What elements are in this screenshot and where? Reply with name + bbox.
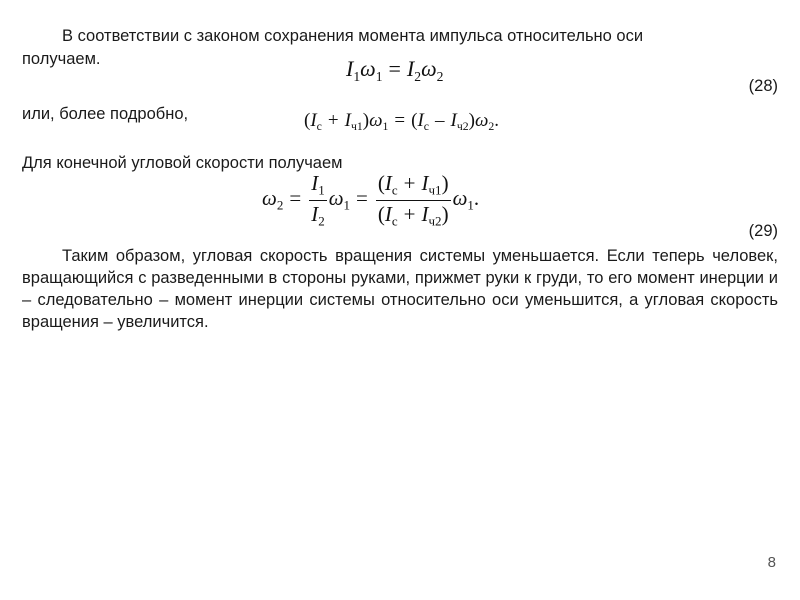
page-number: 8 [767,554,776,571]
equation-28-number: (28) [748,77,778,95]
paragraph-3: Для конечной угловой скорости получаем [22,154,343,172]
equation-29-number: (29) [748,222,778,240]
fraction-2: $\frac{(I_c + I_{ч1})}{(I_c + I_{ч2})}$ [377,171,449,229]
paragraph-1-line-2: получаем. [22,50,101,68]
paragraph-2: или, более подробно, [22,105,189,123]
fraction-1: $\frac{I_1}{I_2}$ [311,171,325,229]
equation-28: $I_1\omega_1 = I_2\omega_2$ [346,56,444,84]
equation-29: $\omega_2$ = $\frac{I_1}{I_2}$ $\omega_1$ = $\frac{(I_c + I_{ч1})}{(I_c + I_{ч2})}$ $\omega_1$. [262,171,480,229]
paragraph-1-line-1: В соответствии с законом сохранения момента импульса относительно оси [62,27,644,45]
paragraph-4: Таким образом, угловая скорость вращения системы уменьшается. Если теперь человек, вращающийся с разведенными в стороны руками, прижмет руки к груди, то его момент инерции и – следовательно – момент инерции системы относительно оси уменьшится, а угловая скорость вращения – увеличится. [22,247,778,331]
equation-detailed: $(I_c + I_{ч1})\omega_1 = (I_c - I_{ч2})\omega_2$. [304,110,500,134]
